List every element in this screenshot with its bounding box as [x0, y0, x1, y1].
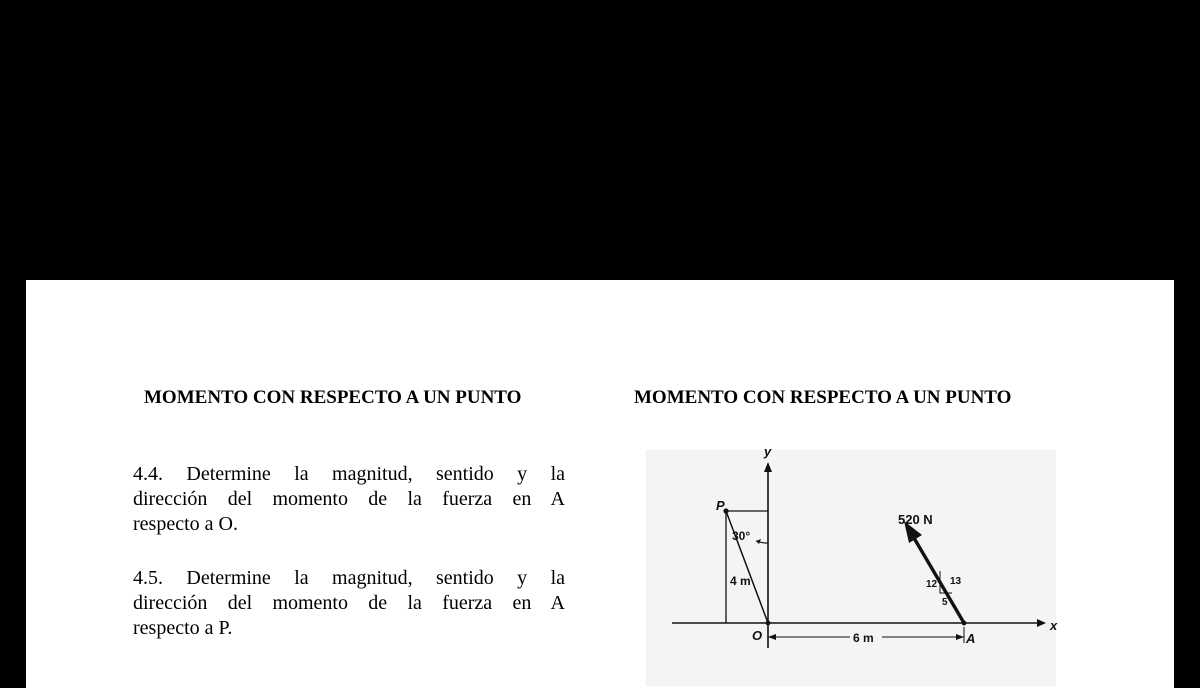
problem-line: 4.4. Determine la magnitud, sentido y la — [133, 463, 565, 485]
point-a-label: A — [966, 631, 976, 646]
point-p-label: P — [716, 498, 725, 513]
force-label: 520 N — [898, 512, 933, 527]
problem-line: respecto a P. — [133, 617, 233, 639]
problem-4-4 — [133, 462, 565, 537]
problem-line: respecto a O. — [133, 513, 238, 535]
right-heading: MOMENTO CON RESPECTO A UN PUNTO — [634, 387, 1012, 408]
slope-horizontal-label: 5 — [942, 597, 948, 608]
y-axis-label: y — [764, 444, 772, 459]
distance-oa-label: 6 m — [853, 631, 874, 645]
point-o-marker — [766, 621, 771, 626]
document-page — [26, 280, 1174, 688]
figure-background — [646, 450, 1056, 686]
slope-vertical-label: 12 — [926, 579, 938, 590]
point-o-label: O — [752, 628, 763, 643]
problem-4-5 — [133, 566, 565, 641]
angle-label: 30° — [732, 529, 751, 543]
problem-line: dirección del momento de la fuerza en A — [133, 592, 565, 614]
moment-diagram — [642, 440, 1062, 688]
left-heading: MOMENTO CON RESPECTO A UN PUNTO — [144, 387, 522, 408]
length-op-label: 4 m — [730, 574, 751, 588]
x-axis-label: x — [1050, 618, 1058, 633]
problem-line: 4.5. Determine la magnitud, sentido y la — [133, 567, 565, 589]
slope-hypotenuse-label: 13 — [950, 576, 962, 587]
problem-line: dirección del momento de la fuerza en A — [133, 488, 565, 510]
